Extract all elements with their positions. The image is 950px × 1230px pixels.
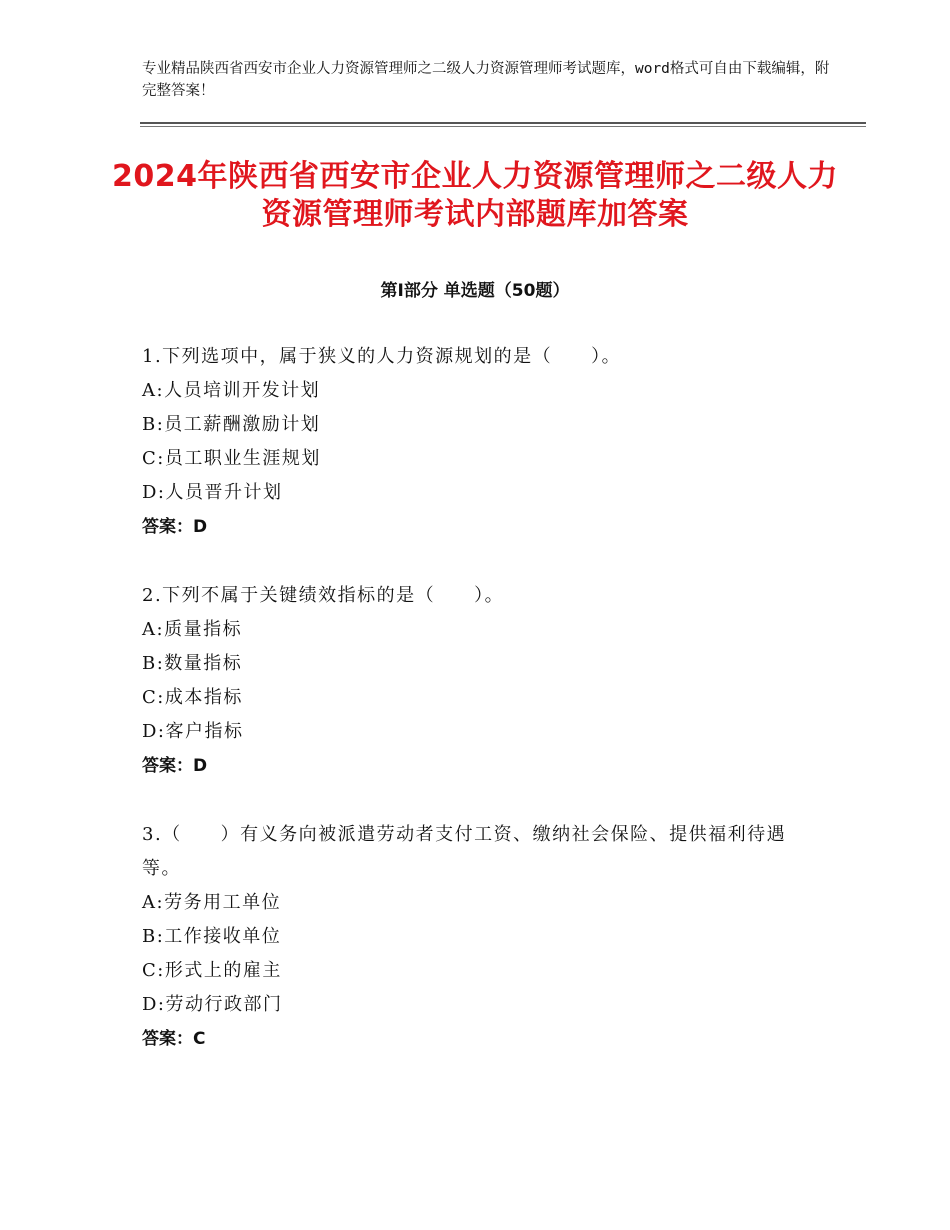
option-c: C:员工职业生涯规划 bbox=[142, 448, 321, 469]
option-a: A:人员培训开发计划 bbox=[142, 380, 321, 401]
question-1 bbox=[142, 340, 812, 544]
answer: 答案：D bbox=[142, 517, 208, 537]
answer: 答案：C bbox=[142, 1029, 206, 1049]
header-note: 专业精品陕西省西安市企业人力资源管理师之二级人力资源管理师考试题库，word格式可自由下载编辑，附完整答案！ bbox=[142, 61, 830, 99]
document-title: 2024年陕西省西安市企业人力资源管理师之二级人力资源管理师考试内部题库加答案 bbox=[112, 159, 838, 232]
option-a: A:劳务用工单位 bbox=[142, 892, 282, 913]
option-b: B:数量指标 bbox=[142, 653, 243, 674]
question-3 bbox=[142, 818, 812, 1056]
option-d: D:客户指标 bbox=[142, 721, 244, 742]
question-stem: 2.下列不属于关键绩效指标的是（ ）。 bbox=[142, 585, 505, 606]
header-rule-thick bbox=[140, 122, 866, 124]
question-stem: 3.（ ）有义务向被派遣劳动者支付工资、缴纳社会保险、提供福利待遇等。 bbox=[142, 824, 787, 879]
option-b: B:员工薪酬激励计划 bbox=[142, 414, 321, 435]
section-heading: 第Ⅰ部分 单选题（50题） bbox=[380, 281, 570, 301]
option-a: A:质量指标 bbox=[142, 619, 243, 640]
question-stem: 1.下列选项中，属于狭义的人力资源规划的是（ ）。 bbox=[142, 346, 622, 367]
option-d: D:人员晋升计划 bbox=[142, 482, 283, 503]
option-d: D:劳动行政部门 bbox=[142, 994, 283, 1015]
header-rule-thin bbox=[140, 126, 866, 127]
answer: 答案：D bbox=[142, 756, 208, 776]
option-b: B:工作接收单位 bbox=[142, 926, 282, 947]
option-c: C:成本指标 bbox=[142, 687, 243, 708]
option-c: C:形式上的雇主 bbox=[142, 960, 282, 981]
question-2 bbox=[142, 579, 812, 783]
